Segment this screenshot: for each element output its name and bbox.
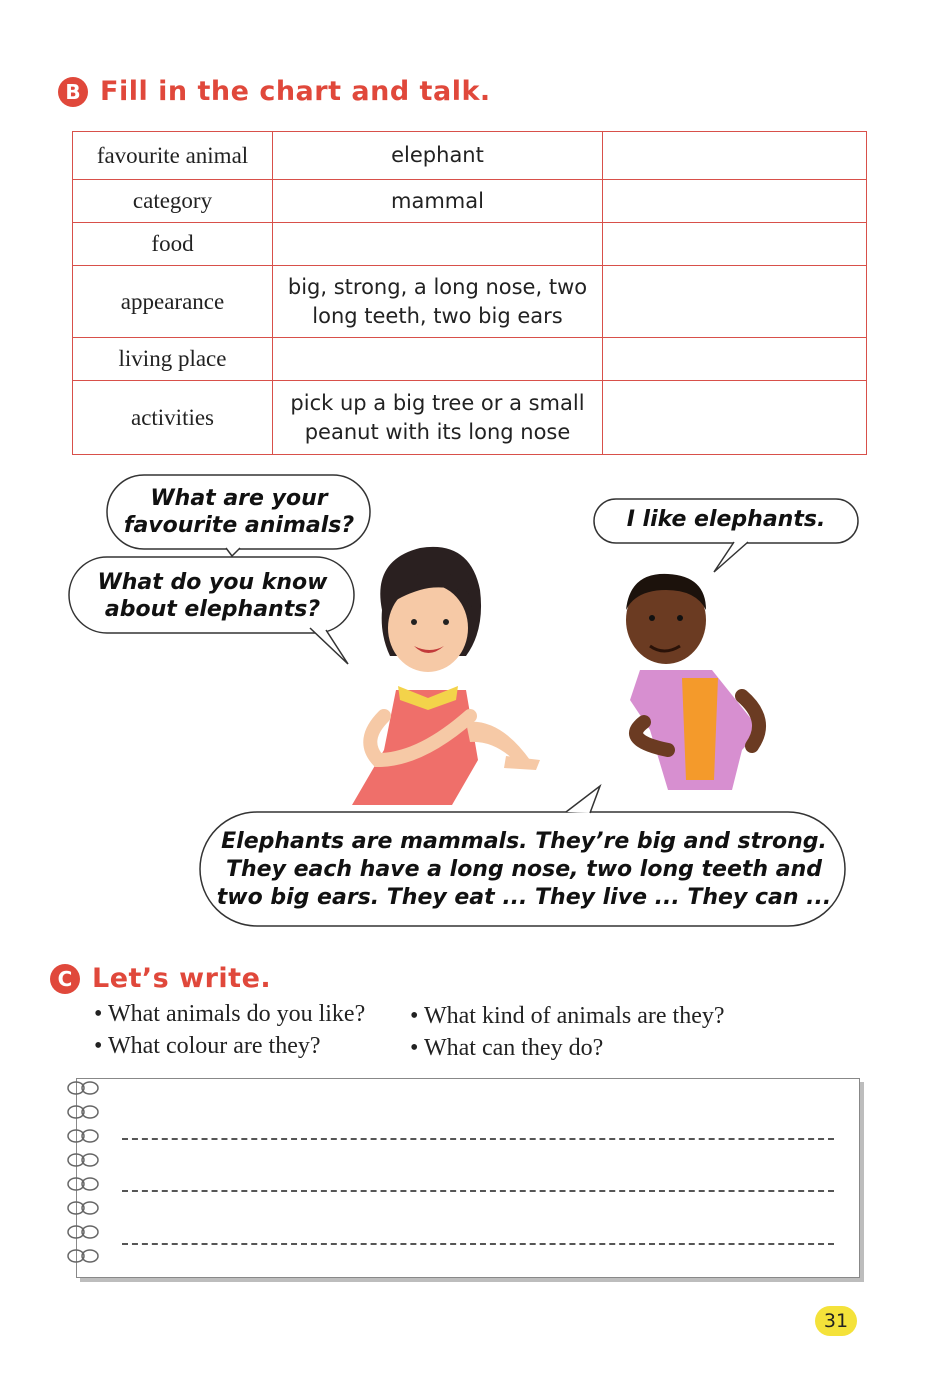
chart-blank-cell[interactable] — [603, 381, 867, 455]
writing-line[interactable] — [122, 1190, 834, 1192]
section-c-header — [50, 963, 271, 994]
section-b-title: Fill in the chart and talk. — [100, 76, 491, 107]
chart-row — [73, 223, 867, 266]
chart-value: big, strong, a long nose, two long teeth, two big ears — [273, 266, 603, 338]
section-c-badge: C — [50, 964, 80, 994]
question-4: • What can they do? — [410, 1035, 604, 1061]
bubble-text-q1: What are your favourite animals? — [123, 486, 355, 538]
section-c-title: Let’s write. — [92, 963, 272, 994]
chart-value: elephant — [273, 132, 603, 180]
chart-label: favourite animal — [73, 132, 273, 180]
chart-row — [73, 266, 867, 338]
section-b-badge: B — [58, 77, 88, 107]
question-3: • What colour are they? — [94, 1033, 321, 1059]
chart-blank-cell[interactable] — [603, 338, 867, 381]
chart-row — [73, 132, 867, 180]
bubble-text-a1: I like elephants. — [626, 506, 826, 532]
chart-label: activities — [73, 381, 273, 455]
chart-value[interactable] — [273, 338, 603, 381]
bubble-text-q2: What do you know about elephants? — [97, 570, 328, 622]
chart-blank-cell[interactable] — [603, 132, 867, 180]
writing-notebook[interactable] — [76, 1078, 860, 1278]
chart-row — [73, 180, 867, 223]
chart-blank-cell[interactable] — [603, 266, 867, 338]
chart-label: living place — [73, 338, 273, 381]
chart-row — [73, 338, 867, 381]
chart-blank-cell[interactable] — [603, 180, 867, 223]
section-b-header — [58, 76, 491, 107]
page-number: 31 — [815, 1306, 857, 1336]
spiral-binding-icon — [62, 1076, 108, 1276]
chart-label: category — [73, 180, 273, 223]
chart-row — [73, 381, 867, 455]
writing-line[interactable] — [122, 1243, 834, 1245]
animal-chart — [72, 131, 867, 455]
boy-illustration — [626, 574, 760, 790]
question-1: • What animals do you like? — [94, 1001, 366, 1027]
chart-label: appearance — [73, 266, 273, 338]
question-2: • What kind of animals are they? — [410, 1003, 725, 1029]
chart-label: food — [73, 223, 273, 266]
girl-illustration — [352, 547, 540, 805]
bubble-text-a2: Elephants are mammals. They’re big and strong. They each have a long nose, two long teeth and two big ears. They eat ... They live ... They can ... — [216, 829, 832, 910]
chart-value[interactable] — [273, 223, 603, 266]
chart-value: pick up a big tree or a small peanut with its long nose — [273, 381, 603, 455]
writing-line[interactable] — [122, 1138, 834, 1140]
chart-blank-cell[interactable] — [603, 223, 867, 266]
chart-value: mammal — [273, 180, 603, 223]
